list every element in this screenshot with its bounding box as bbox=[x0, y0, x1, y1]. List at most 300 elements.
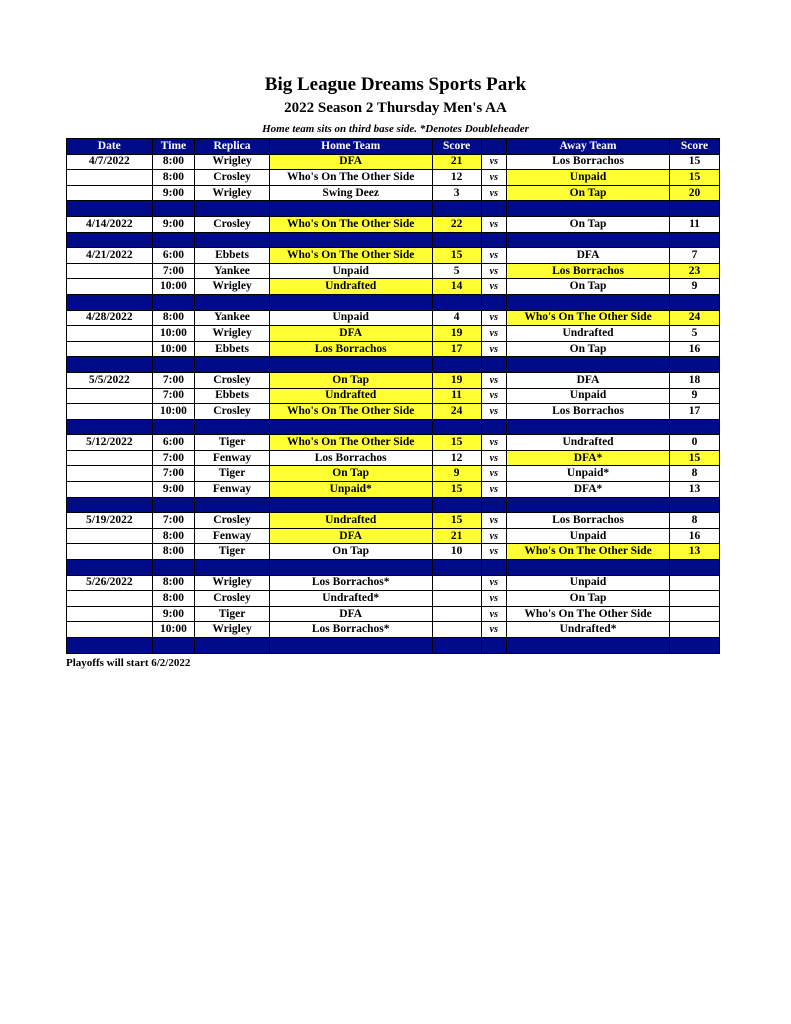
table-row bbox=[67, 310, 720, 326]
game-replica: Tiger bbox=[195, 544, 269, 560]
separator-cell bbox=[670, 638, 720, 654]
game-date bbox=[67, 622, 153, 638]
home-score bbox=[432, 591, 481, 607]
away-team: Los Borrachos bbox=[507, 154, 670, 170]
home-score: 19 bbox=[432, 372, 481, 388]
table-row bbox=[67, 435, 720, 451]
table-row bbox=[67, 248, 720, 264]
separator-cell bbox=[152, 638, 195, 654]
game-replica: Crosley bbox=[195, 513, 269, 529]
table-row bbox=[67, 279, 720, 295]
home-score: 24 bbox=[432, 404, 481, 420]
game-date bbox=[67, 388, 153, 404]
away-score: 0 bbox=[670, 435, 720, 451]
game-replica: Ebbets bbox=[195, 341, 269, 357]
away-team: Los Borrachos bbox=[507, 404, 670, 420]
separator-cell bbox=[670, 201, 720, 217]
separator-cell bbox=[67, 560, 153, 576]
home-team: Los Borrachos* bbox=[269, 575, 432, 591]
separator-cell bbox=[195, 560, 269, 576]
game-time: 10:00 bbox=[152, 326, 195, 342]
separator-cell bbox=[195, 497, 269, 513]
separator-cell bbox=[507, 560, 670, 576]
separator-cell bbox=[432, 357, 481, 373]
game-date bbox=[67, 170, 153, 186]
table-row bbox=[67, 263, 720, 279]
vs-label: vs bbox=[481, 591, 506, 607]
game-date bbox=[67, 528, 153, 544]
table-row bbox=[67, 466, 720, 482]
separator-cell bbox=[195, 201, 269, 217]
separator-cell bbox=[432, 419, 481, 435]
game-replica: Crosley bbox=[195, 591, 269, 607]
separator-cell bbox=[670, 232, 720, 248]
vs-label: vs bbox=[481, 341, 506, 357]
game-replica: Fenway bbox=[195, 482, 269, 498]
home-score: 14 bbox=[432, 279, 481, 295]
separator-cell bbox=[507, 357, 670, 373]
game-replica: Yankee bbox=[195, 263, 269, 279]
game-date bbox=[67, 544, 153, 560]
home-team: Undrafted bbox=[269, 388, 432, 404]
game-time: 10:00 bbox=[152, 279, 195, 295]
week-separator-row bbox=[67, 419, 720, 435]
away-score: 5 bbox=[670, 326, 720, 342]
away-team: On Tap bbox=[507, 185, 670, 201]
game-date bbox=[67, 341, 153, 357]
game-time: 7:00 bbox=[152, 372, 195, 388]
separator-cell bbox=[152, 560, 195, 576]
table-row bbox=[67, 528, 720, 544]
home-score: 15 bbox=[432, 482, 481, 498]
page-title: Big League Dreams Sports Park bbox=[264, 74, 527, 95]
home-team: Who's On The Other Side bbox=[269, 216, 432, 232]
game-date bbox=[67, 326, 153, 342]
away-score: 8 bbox=[670, 513, 720, 529]
separator-cell bbox=[432, 201, 481, 217]
separator-cell bbox=[269, 201, 432, 217]
home-score: 5 bbox=[432, 263, 481, 279]
away-team: Undrafted bbox=[507, 435, 670, 451]
col-header-time: Time bbox=[152, 139, 195, 155]
week-separator-row bbox=[67, 497, 720, 513]
vs-label: vs bbox=[481, 450, 506, 466]
game-replica: Yankee bbox=[195, 310, 269, 326]
away-team: On Tap bbox=[507, 216, 670, 232]
separator-cell bbox=[670, 497, 720, 513]
away-team: Undrafted* bbox=[507, 622, 670, 638]
separator-cell bbox=[481, 232, 506, 248]
table-row bbox=[67, 450, 720, 466]
game-time: 7:00 bbox=[152, 263, 195, 279]
game-time: 9:00 bbox=[152, 606, 195, 622]
home-team: Who's On The Other Side bbox=[269, 170, 432, 186]
away-score bbox=[670, 622, 720, 638]
home-score: 15 bbox=[432, 435, 481, 451]
separator-cell bbox=[507, 232, 670, 248]
home-team: Undrafted bbox=[269, 279, 432, 295]
separator-cell bbox=[507, 419, 670, 435]
home-team: On Tap bbox=[269, 544, 432, 560]
away-team: Los Borrachos bbox=[507, 263, 670, 279]
separator-cell bbox=[269, 638, 432, 654]
separator-cell bbox=[195, 357, 269, 373]
away-team: DFA* bbox=[507, 450, 670, 466]
home-team: On Tap bbox=[269, 466, 432, 482]
home-score: 3 bbox=[432, 185, 481, 201]
table-row bbox=[67, 404, 720, 420]
separator-cell bbox=[670, 560, 720, 576]
table-row bbox=[67, 606, 720, 622]
home-score bbox=[432, 575, 481, 591]
home-team: Undrafted bbox=[269, 513, 432, 529]
home-team: Who's On The Other Side bbox=[269, 404, 432, 420]
table-row bbox=[67, 482, 720, 498]
separator-cell bbox=[269, 232, 432, 248]
separator-cell bbox=[481, 497, 506, 513]
away-score: 18 bbox=[670, 372, 720, 388]
separator-cell bbox=[152, 201, 195, 217]
vs-label: vs bbox=[481, 404, 506, 420]
separator-cell bbox=[481, 419, 506, 435]
separator-cell bbox=[67, 638, 153, 654]
separator-cell bbox=[195, 638, 269, 654]
game-time: 8:00 bbox=[152, 310, 195, 326]
game-date: 4/14/2022 bbox=[67, 216, 153, 232]
home-team: DFA bbox=[269, 326, 432, 342]
table-row bbox=[67, 185, 720, 201]
vs-label: vs bbox=[481, 263, 506, 279]
home-team: DFA bbox=[269, 528, 432, 544]
away-score: 23 bbox=[670, 263, 720, 279]
vs-label: vs bbox=[481, 248, 506, 264]
away-score: 9 bbox=[670, 388, 720, 404]
home-team: On Tap bbox=[269, 372, 432, 388]
away-score bbox=[670, 591, 720, 607]
home-score: 10 bbox=[432, 544, 481, 560]
game-time: 8:00 bbox=[152, 544, 195, 560]
table-row bbox=[67, 388, 720, 404]
table-row bbox=[67, 372, 720, 388]
away-score: 16 bbox=[670, 341, 720, 357]
separator-cell bbox=[67, 232, 153, 248]
game-replica: Wrigley bbox=[195, 326, 269, 342]
separator-cell bbox=[67, 357, 153, 373]
away-score: 8 bbox=[670, 466, 720, 482]
vs-label: vs bbox=[481, 528, 506, 544]
separator-cell bbox=[432, 638, 481, 654]
separator-cell bbox=[269, 560, 432, 576]
game-time: 6:00 bbox=[152, 435, 195, 451]
vs-label: vs bbox=[481, 185, 506, 201]
game-time: 8:00 bbox=[152, 575, 195, 591]
separator-cell bbox=[152, 419, 195, 435]
game-date: 4/7/2022 bbox=[67, 154, 153, 170]
vs-label: vs bbox=[481, 622, 506, 638]
separator-cell bbox=[432, 497, 481, 513]
col-header-home-score: Score bbox=[432, 139, 481, 155]
table-row bbox=[67, 544, 720, 560]
away-team: DFA bbox=[507, 248, 670, 264]
separator-cell bbox=[670, 419, 720, 435]
home-team: Who's On The Other Side bbox=[269, 248, 432, 264]
schedule-table bbox=[66, 138, 720, 654]
away-score: 13 bbox=[670, 544, 720, 560]
vs-label: vs bbox=[481, 606, 506, 622]
separator-cell bbox=[152, 232, 195, 248]
home-score: 12 bbox=[432, 170, 481, 186]
away-score: 24 bbox=[670, 310, 720, 326]
vs-label: vs bbox=[481, 544, 506, 560]
game-replica: Ebbets bbox=[195, 248, 269, 264]
game-date: 5/19/2022 bbox=[67, 513, 153, 529]
game-date: 5/5/2022 bbox=[67, 372, 153, 388]
table-row bbox=[67, 326, 720, 342]
vs-label: vs bbox=[481, 372, 506, 388]
home-team: Los Borrachos bbox=[269, 450, 432, 466]
game-date bbox=[67, 482, 153, 498]
separator-cell bbox=[195, 232, 269, 248]
separator-cell bbox=[195, 419, 269, 435]
away-score: 17 bbox=[670, 404, 720, 420]
header-note: Home team sits on third base side. *Denotes Doubleheader bbox=[262, 123, 529, 135]
home-score bbox=[432, 622, 481, 638]
game-time: 8:00 bbox=[152, 154, 195, 170]
vs-label: vs bbox=[481, 482, 506, 498]
away-score: 7 bbox=[670, 248, 720, 264]
game-time: 9:00 bbox=[152, 185, 195, 201]
game-time: 8:00 bbox=[152, 591, 195, 607]
away-score: 20 bbox=[670, 185, 720, 201]
separator-cell bbox=[152, 497, 195, 513]
table-row bbox=[67, 170, 720, 186]
page-subtitle: 2022 Season 2 Thursday Men's AA bbox=[284, 100, 507, 116]
game-date bbox=[67, 185, 153, 201]
home-team: Los Borrachos bbox=[269, 341, 432, 357]
week-separator-row bbox=[67, 638, 720, 654]
table-row bbox=[67, 622, 720, 638]
game-time: 10:00 bbox=[152, 341, 195, 357]
separator-cell bbox=[507, 294, 670, 310]
away-team: Unpaid bbox=[507, 170, 670, 186]
game-date bbox=[67, 450, 153, 466]
away-team: Who's On The Other Side bbox=[507, 310, 670, 326]
away-team: Unpaid bbox=[507, 575, 670, 591]
vs-label: vs bbox=[481, 466, 506, 482]
separator-cell bbox=[269, 357, 432, 373]
away-score: 9 bbox=[670, 279, 720, 295]
game-replica: Wrigley bbox=[195, 154, 269, 170]
home-score: 19 bbox=[432, 326, 481, 342]
separator-cell bbox=[507, 201, 670, 217]
game-replica: Tiger bbox=[195, 466, 269, 482]
vs-label: vs bbox=[481, 513, 506, 529]
away-team: DFA bbox=[507, 372, 670, 388]
vs-label: vs bbox=[481, 388, 506, 404]
home-team: DFA bbox=[269, 606, 432, 622]
game-replica: Crosley bbox=[195, 170, 269, 186]
away-team: On Tap bbox=[507, 591, 670, 607]
game-replica: Crosley bbox=[195, 404, 269, 420]
game-replica: Wrigley bbox=[195, 622, 269, 638]
away-score: 15 bbox=[670, 170, 720, 186]
separator-cell bbox=[269, 497, 432, 513]
vs-label: vs bbox=[481, 216, 506, 232]
week-separator-row bbox=[67, 294, 720, 310]
away-team: Unpaid bbox=[507, 388, 670, 404]
game-replica: Ebbets bbox=[195, 388, 269, 404]
game-date bbox=[67, 606, 153, 622]
home-team: Unpaid bbox=[269, 263, 432, 279]
vs-label: vs bbox=[481, 154, 506, 170]
separator-cell bbox=[481, 201, 506, 217]
vs-label: vs bbox=[481, 575, 506, 591]
table-row bbox=[67, 216, 720, 232]
home-team: Who's On The Other Side bbox=[269, 435, 432, 451]
vs-label: vs bbox=[481, 326, 506, 342]
separator-cell bbox=[67, 419, 153, 435]
separator-cell bbox=[269, 294, 432, 310]
away-team: Who's On The Other Side bbox=[507, 606, 670, 622]
col-header-vs bbox=[481, 139, 506, 155]
game-date bbox=[67, 279, 153, 295]
home-team: Unpaid* bbox=[269, 482, 432, 498]
table-row bbox=[67, 513, 720, 529]
away-score bbox=[670, 606, 720, 622]
separator-cell bbox=[432, 294, 481, 310]
week-separator-row bbox=[67, 560, 720, 576]
game-date bbox=[67, 404, 153, 420]
game-date bbox=[67, 591, 153, 607]
away-team: On Tap bbox=[507, 341, 670, 357]
separator-cell bbox=[67, 294, 153, 310]
home-team: Unpaid bbox=[269, 310, 432, 326]
separator-cell bbox=[432, 560, 481, 576]
game-replica: Fenway bbox=[195, 450, 269, 466]
home-team: Undrafted* bbox=[269, 591, 432, 607]
separator-cell bbox=[269, 419, 432, 435]
away-team: DFA* bbox=[507, 482, 670, 498]
week-separator-row bbox=[67, 357, 720, 373]
separator-cell bbox=[481, 357, 506, 373]
game-date: 4/21/2022 bbox=[67, 248, 153, 264]
separator-cell bbox=[152, 294, 195, 310]
separator-cell bbox=[432, 232, 481, 248]
home-score: 12 bbox=[432, 450, 481, 466]
game-time: 6:00 bbox=[152, 248, 195, 264]
home-team: DFA bbox=[269, 154, 432, 170]
game-replica: Crosley bbox=[195, 372, 269, 388]
game-time: 7:00 bbox=[152, 513, 195, 529]
home-score: 11 bbox=[432, 388, 481, 404]
separator-cell bbox=[481, 294, 506, 310]
home-score bbox=[432, 606, 481, 622]
game-time: 8:00 bbox=[152, 528, 195, 544]
game-date: 4/28/2022 bbox=[67, 310, 153, 326]
separator-cell bbox=[195, 294, 269, 310]
separator-cell bbox=[507, 497, 670, 513]
separator-cell bbox=[67, 201, 153, 217]
vs-label: vs bbox=[481, 279, 506, 295]
game-replica: Crosley bbox=[195, 216, 269, 232]
game-time: 7:00 bbox=[152, 466, 195, 482]
separator-cell bbox=[670, 294, 720, 310]
game-time: 7:00 bbox=[152, 450, 195, 466]
away-score bbox=[670, 575, 720, 591]
separator-cell bbox=[152, 357, 195, 373]
away-team: Undrafted bbox=[507, 326, 670, 342]
col-header-away-score: Score bbox=[670, 139, 720, 155]
home-score: 15 bbox=[432, 513, 481, 529]
home-score: 21 bbox=[432, 528, 481, 544]
week-separator-row bbox=[67, 201, 720, 217]
col-header-date: Date bbox=[67, 139, 153, 155]
col-header-away-team: Away Team bbox=[507, 139, 670, 155]
table-row bbox=[67, 591, 720, 607]
home-score: 17 bbox=[432, 341, 481, 357]
table-row bbox=[67, 341, 720, 357]
home-score: 4 bbox=[432, 310, 481, 326]
home-score: 9 bbox=[432, 466, 481, 482]
table-header-row bbox=[67, 139, 720, 155]
game-time: 7:00 bbox=[152, 388, 195, 404]
game-replica: Fenway bbox=[195, 528, 269, 544]
game-time: 9:00 bbox=[152, 482, 195, 498]
away-score: 16 bbox=[670, 528, 720, 544]
game-date: 5/12/2022 bbox=[67, 435, 153, 451]
col-header-home-team: Home Team bbox=[269, 139, 432, 155]
game-replica: Wrigley bbox=[195, 575, 269, 591]
game-time: 9:00 bbox=[152, 216, 195, 232]
game-date: 5/26/2022 bbox=[67, 575, 153, 591]
game-replica: Tiger bbox=[195, 435, 269, 451]
home-team: Los Borrachos* bbox=[269, 622, 432, 638]
vs-label: vs bbox=[481, 435, 506, 451]
separator-cell bbox=[507, 638, 670, 654]
away-team: Unpaid* bbox=[507, 466, 670, 482]
separator-cell bbox=[481, 638, 506, 654]
schedule-body bbox=[67, 154, 720, 653]
vs-label: vs bbox=[481, 170, 506, 186]
table-row bbox=[67, 154, 720, 170]
away-score: 11 bbox=[670, 216, 720, 232]
separator-cell bbox=[670, 357, 720, 373]
away-score: 13 bbox=[670, 482, 720, 498]
game-replica: Wrigley bbox=[195, 185, 269, 201]
away-team: Unpaid bbox=[507, 528, 670, 544]
separator-cell bbox=[67, 497, 153, 513]
away-team: On Tap bbox=[507, 279, 670, 295]
away-team: Who's On The Other Side bbox=[507, 544, 670, 560]
game-time: 8:00 bbox=[152, 170, 195, 186]
away-score: 15 bbox=[670, 154, 720, 170]
away-score: 15 bbox=[670, 450, 720, 466]
game-time: 10:00 bbox=[152, 404, 195, 420]
home-score: 22 bbox=[432, 216, 481, 232]
table-row bbox=[67, 575, 720, 591]
game-replica: Tiger bbox=[195, 606, 269, 622]
home-score: 15 bbox=[432, 248, 481, 264]
week-separator-row bbox=[67, 232, 720, 248]
col-header-replica: Replica bbox=[195, 139, 269, 155]
separator-cell bbox=[481, 560, 506, 576]
game-date bbox=[67, 263, 153, 279]
game-time: 10:00 bbox=[152, 622, 195, 638]
footer-note: Playoffs will start 6/2/2022 bbox=[66, 657, 191, 669]
game-replica: Wrigley bbox=[195, 279, 269, 295]
home-team: Swing Deez bbox=[269, 185, 432, 201]
vs-label: vs bbox=[481, 310, 506, 326]
